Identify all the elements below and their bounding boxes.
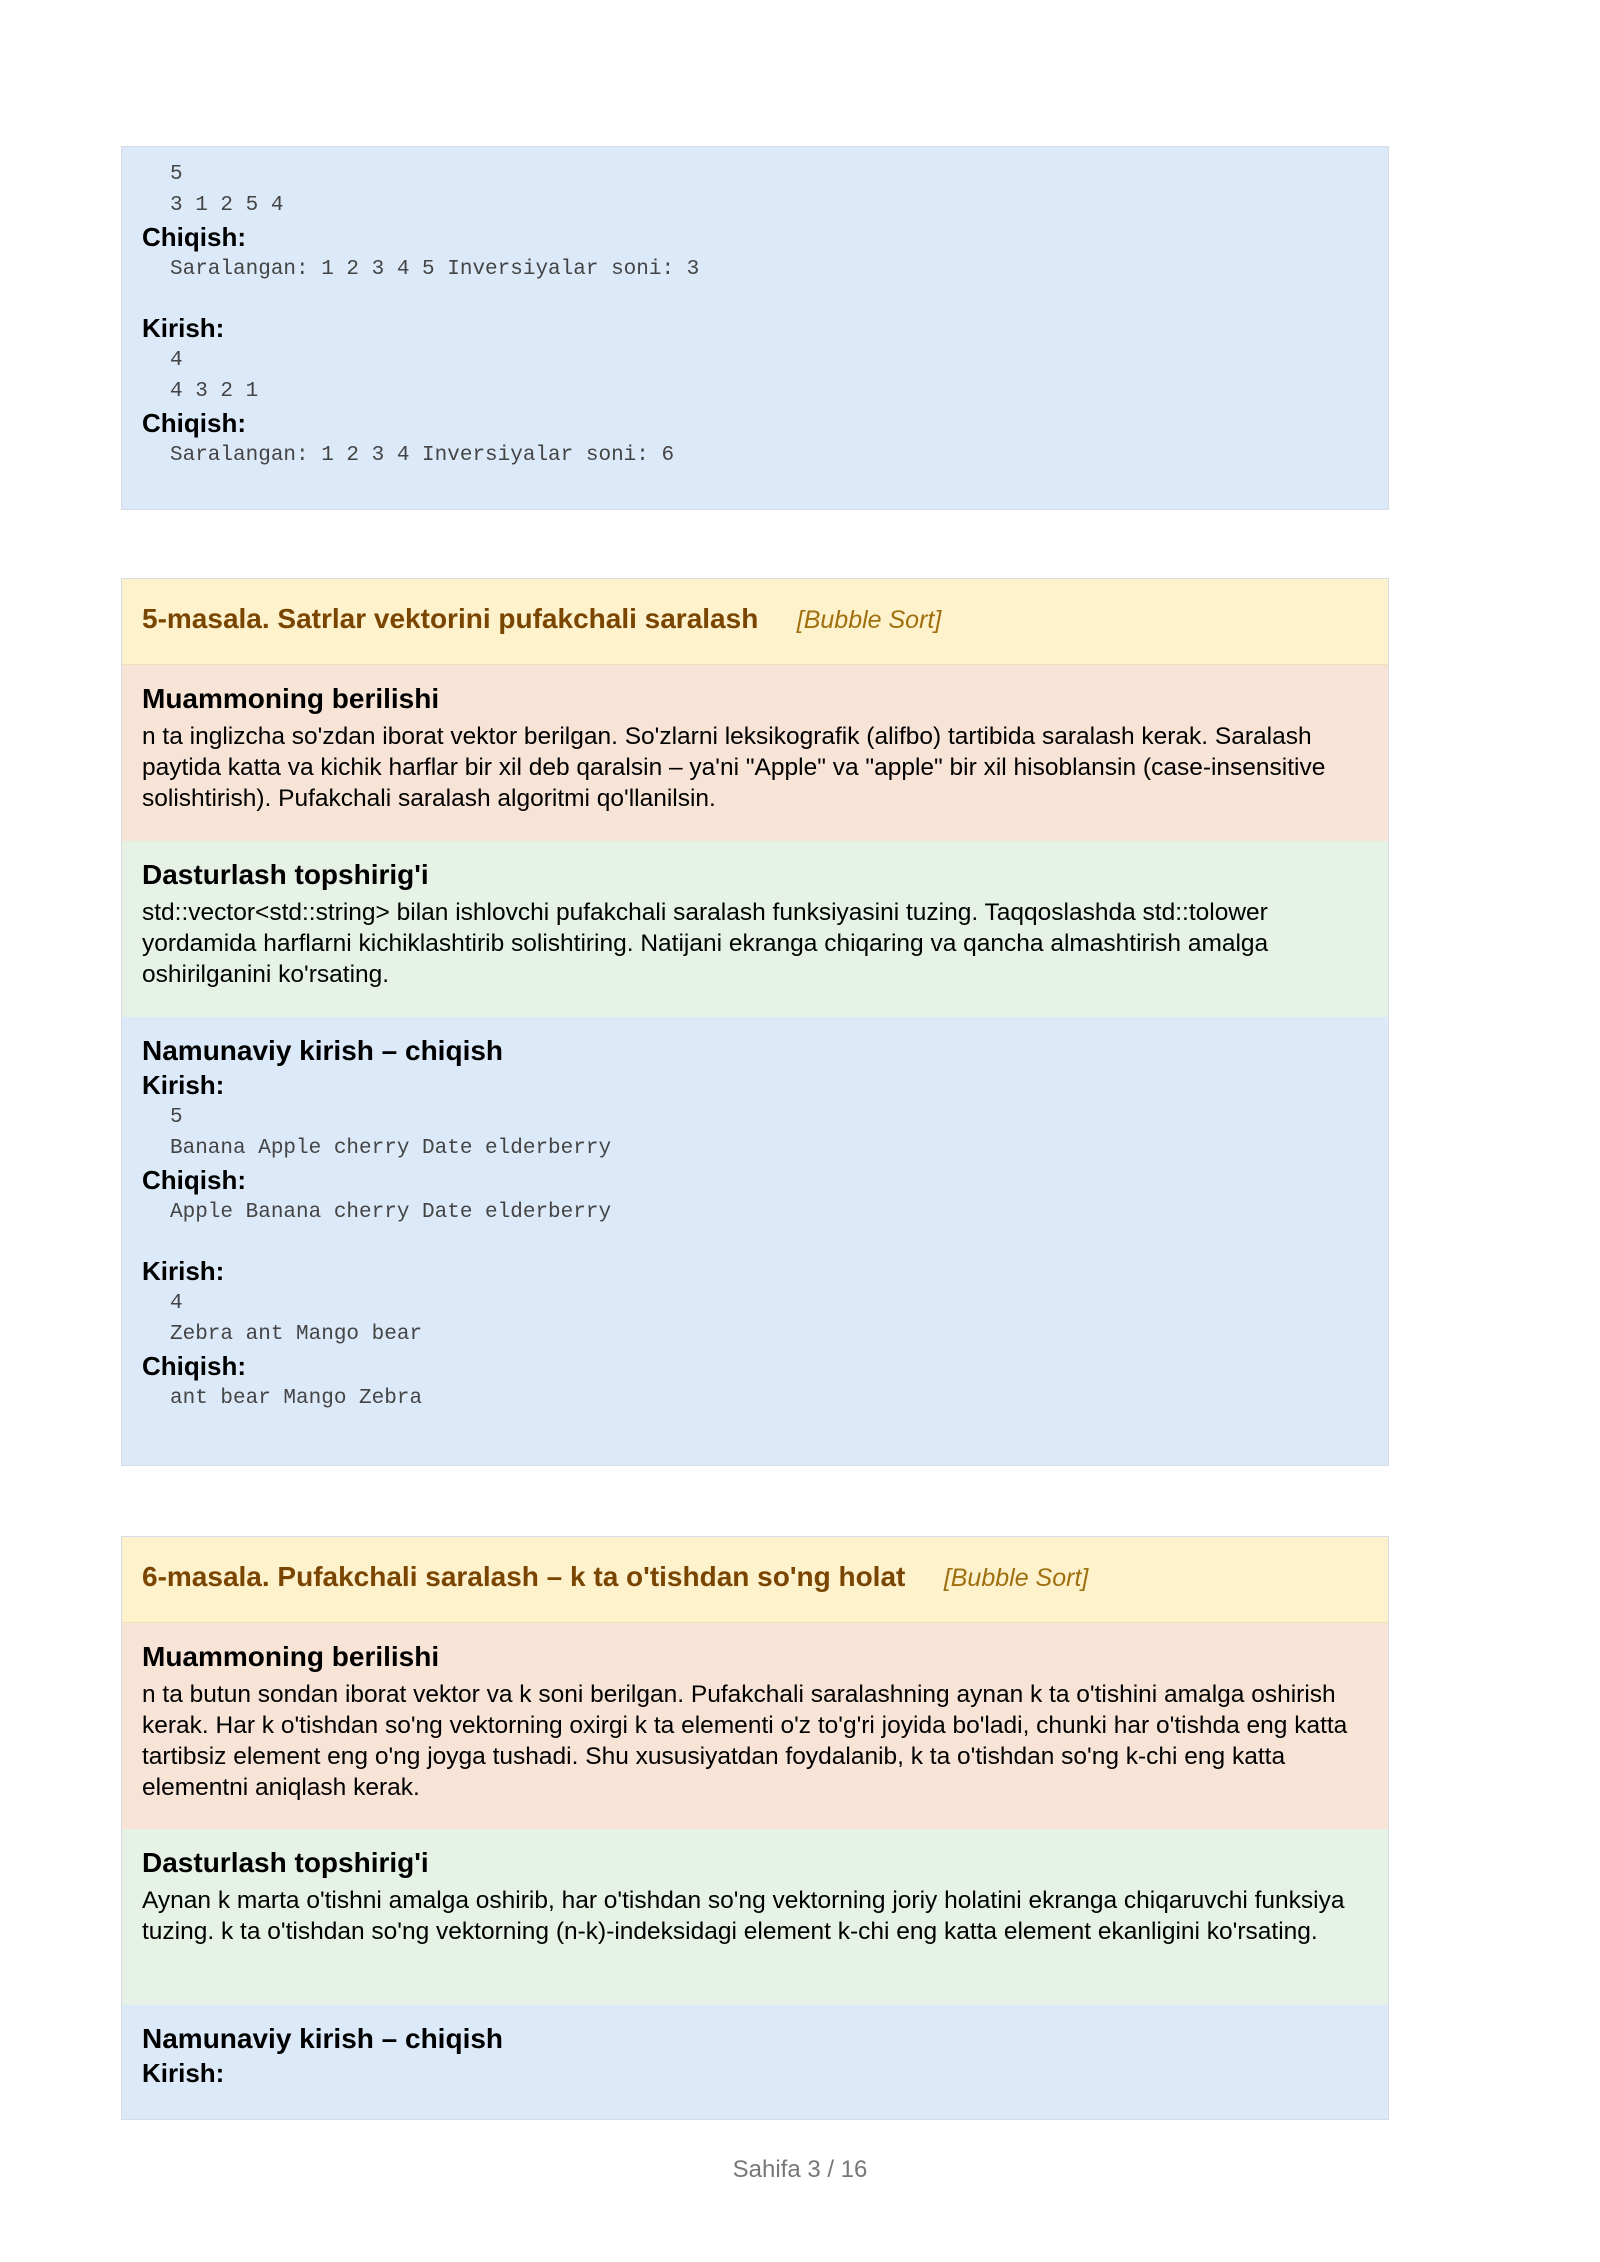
- problem-6-card: [121, 1536, 1389, 2120]
- programming-task: Aynan k marta o'tishni amalga oshirib, har o'tishdan so'ng vektorning joriy holatini ekranga chiqaruvchi funksiya tuzing. k ta o'tishdan so'ng vektorning (n-k)-indeksidagi element k-chi eng katta element ekanligini ko'rsating.: [142, 1887, 1345, 1945]
- sample-input-line: 4 3 2 1: [170, 380, 259, 403]
- section-heading: Namunaviy kirish – chiqish: [142, 2023, 504, 2054]
- output-label: Chiqish:: [142, 1351, 246, 1381]
- sample-output-line: Apple Banana cherry Date elderberry: [170, 1201, 612, 1224]
- sample-output-line: ant bear Mango Zebra: [170, 1387, 423, 1410]
- sample-input-line: 4: [170, 1292, 183, 1315]
- section-heading: Muammoning berilishi: [142, 683, 440, 714]
- section-heading: Muammoning berilishi: [142, 1641, 440, 1672]
- output-label: Chiqish:: [142, 222, 246, 252]
- sample-io-section: [122, 2005, 1388, 2119]
- problem-5-header: [122, 579, 1388, 665]
- sample-input-line: 5: [170, 1106, 183, 1129]
- sample-input-line: Zebra ant Mango bear: [170, 1323, 423, 1346]
- sample-io-section: [122, 1017, 1388, 1465]
- problem-6-header: [122, 1537, 1388, 1623]
- section-heading: Dasturlash topshirig'i: [142, 1847, 429, 1878]
- sample-input-line: 3 1 2 5 4: [170, 194, 284, 217]
- algorithm-tag: [Bubble Sort]: [943, 1564, 1089, 1592]
- section-heading: Dasturlash topshirig'i: [142, 859, 429, 890]
- programming-task-section: [122, 841, 1388, 1017]
- section-heading: Namunaviy kirish – chiqish: [142, 1035, 504, 1066]
- input-label: Kirish:: [142, 1256, 225, 1286]
- problem-statement-section: [122, 665, 1388, 841]
- input-label: Kirish:: [142, 313, 225, 343]
- page-number: Sahifa 3 / 16: [732, 2156, 868, 2183]
- programming-task: std::vector<std::string> bilan ishlovchi pufakchali saralash funksiyasini tuzing. Taqqoslashda std::tolower yordamida harflarni kichiklashtirib solishtiring. Natijani ekranga chiqaring va qancha almashtirish amalga oshirilganini ko'rsating.: [142, 899, 1269, 988]
- problem-5-card: [121, 578, 1389, 1466]
- input-label: Kirish:: [142, 2058, 225, 2088]
- sample-input-line: Banana Apple cherry Date elderberry: [170, 1137, 612, 1160]
- algorithm-tag: [Bubble Sort]: [796, 606, 942, 634]
- problem-statement-section: [122, 1623, 1388, 1829]
- problem-statement: n ta butun sondan iborat vektor va k soni berilgan. Pufakchali saralashning aynan k ta o'tishini amalga oshirish kerak. Har k o'tishdan so'ng vektorning oxirgi k ta elementi o'z to'g'ri joyida bo'ladi, chunki har o'tishda eng katta tartibsiz element eng o'ng joyga tushadi. Shu xususiyatdan foydalanib, k ta o'tishdan so'ng k-chi eng katta elementni aniqlash kerak.: [142, 1681, 1348, 1801]
- sample-io-continued: [121, 146, 1389, 510]
- problem-title: 6-masala. Pufakchali saralash – k ta o'tishdan so'ng holat: [142, 1561, 906, 1592]
- output-label: Chiqish:: [142, 1165, 246, 1195]
- problem-statement: n ta inglizcha so'zdan iborat vektor berilgan. So'zlarni leksikografik (alifbo) tartibida saralash kerak. Saralash paytida katta va kichik harflar bir xil deb qaralsin – ya'ni "Apple" va "apple" bir xil hisoblansin (case-insensitive solishtirish). Pufakchali saralash algoritmi qo'llanilsin.: [142, 723, 1326, 812]
- problem-title: 5-masala. Satrlar vektorini pufakchali saralash: [142, 603, 759, 634]
- programming-task-section: [122, 1829, 1388, 2005]
- input-label: Kirish:: [142, 1070, 225, 1100]
- sample-output-line: Saralangan: 1 2 3 4 Inversiyalar soni: 6: [170, 444, 675, 467]
- sample-input-line: 4: [170, 349, 183, 372]
- sample-output-line: Saralangan: 1 2 3 4 5 Inversiyalar soni: 3: [170, 258, 700, 281]
- sample-input-line: 5: [170, 163, 183, 186]
- output-label: Chiqish:: [142, 408, 246, 438]
